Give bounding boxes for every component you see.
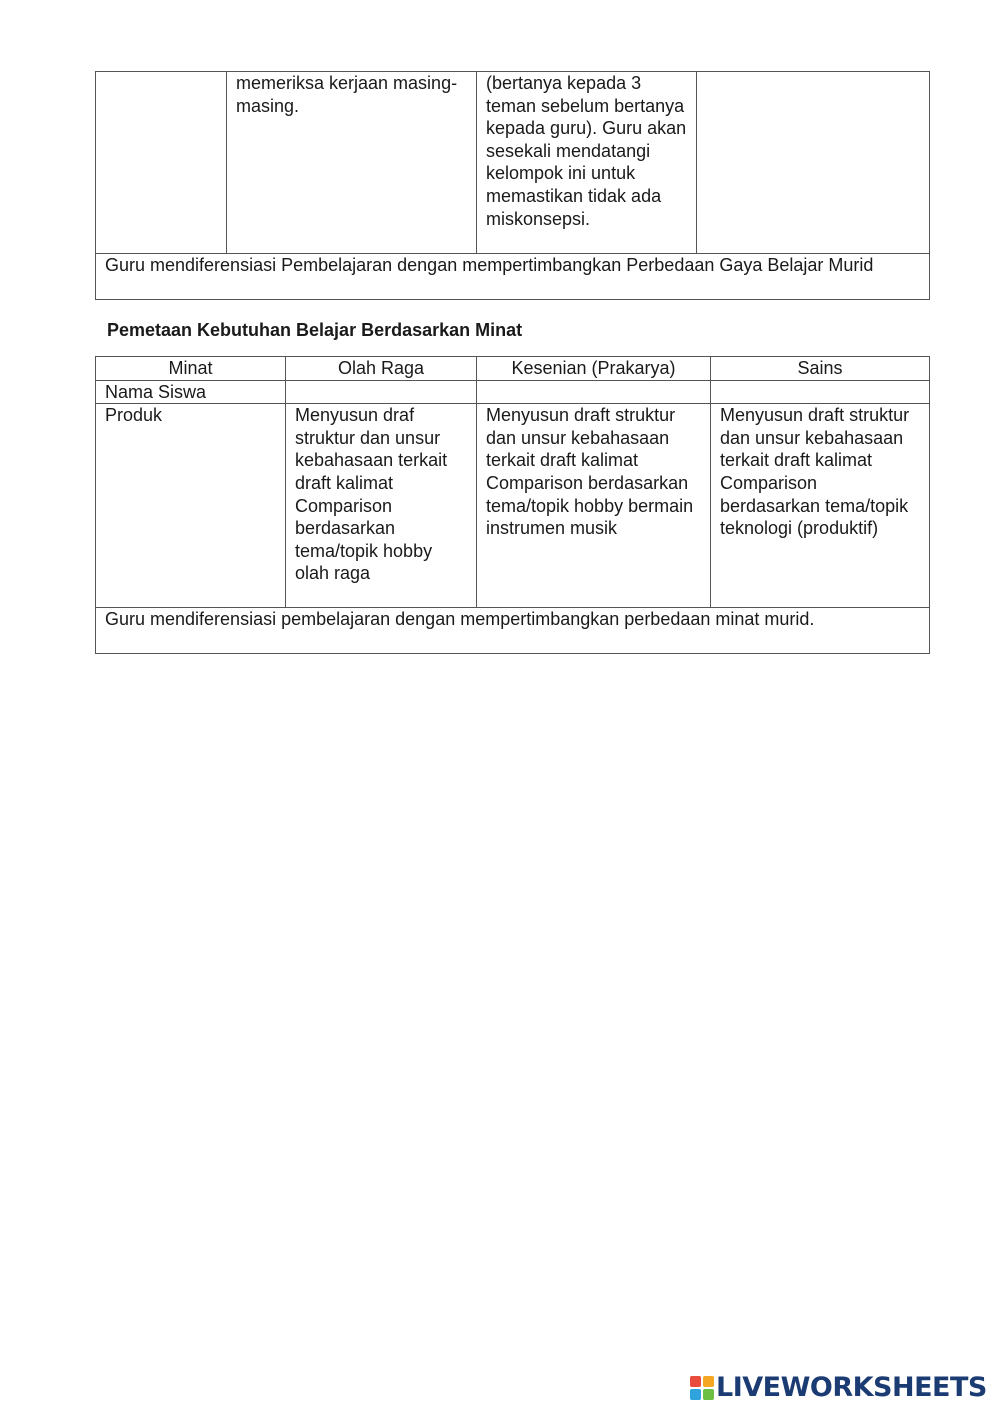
logo-tile [703,1376,714,1387]
table-row-nama-siswa [96,380,930,404]
nama-siswa-sains [711,380,930,404]
header-olah-raga: Olah Raga [286,357,477,381]
logo-tile [703,1389,714,1400]
logo-tiles-icon [690,1376,714,1400]
interest-mapping-table [95,356,930,654]
header-sains: Sains [711,357,930,381]
header-kesenian: Kesenian (Prakarya) [477,357,711,381]
logo-tile [690,1376,701,1387]
produk-sains: Menyusun draft struktur dan unsur kebahasaan terkait draft kalimat Comparison berdasarkan tema/topik teknologi (produktif) [711,404,930,608]
produk-label: Produk [96,404,286,608]
logo-tile [690,1389,701,1400]
section-heading: Pemetaan Kebutuhan Belajar Berdasarkan Minat [107,320,523,340]
produk-olah-raga: Menyusun draf struktur dan unsur kebahasaan terkait draft kalimat Comparison berdasarkan tema/topik hobby olah raga [286,404,477,608]
learning-style-table [95,71,930,300]
table-cell [96,72,227,254]
header-minat: Minat [96,357,286,381]
table-row [96,72,930,254]
brand-name: LIVEWORKSHEETS [716,1372,987,1403]
table-row-produk [96,404,930,608]
nama-siswa-label: Nama Siswa [96,380,286,404]
table-footer-note: Guru mendiferensiasi Pembelajaran dengan mempertimbangkan Perbedaan Gaya Belajar Murid [96,254,930,300]
table-footer-row [96,254,930,300]
produk-kesenian: Menyusun draft struktur dan unsur kebahasaan terkait draft kalimat Comparison berdasarkan tema/topik hobby bermain instrumen musik [477,404,711,608]
liveworksheets-logo [690,1372,987,1404]
nama-siswa-kesenian [477,380,711,404]
table-cell: (bertanya kepada 3 teman sebelum bertanya kepada guru). Guru akan sesekali mendatangi kelompok ini untuk memastikan tidak ada miskonsepsi. [477,72,697,254]
nama-siswa-olah-raga [286,380,477,404]
table-footer-note: Guru mendiferensiasi pembelajaran dengan mempertimbangkan perbedaan minat murid. [96,608,930,654]
table-cell [697,72,930,254]
table-header-row [96,357,930,381]
table-footer-row [96,608,930,654]
table-cell: memeriksa kerjaan masing-masing. [227,72,477,254]
